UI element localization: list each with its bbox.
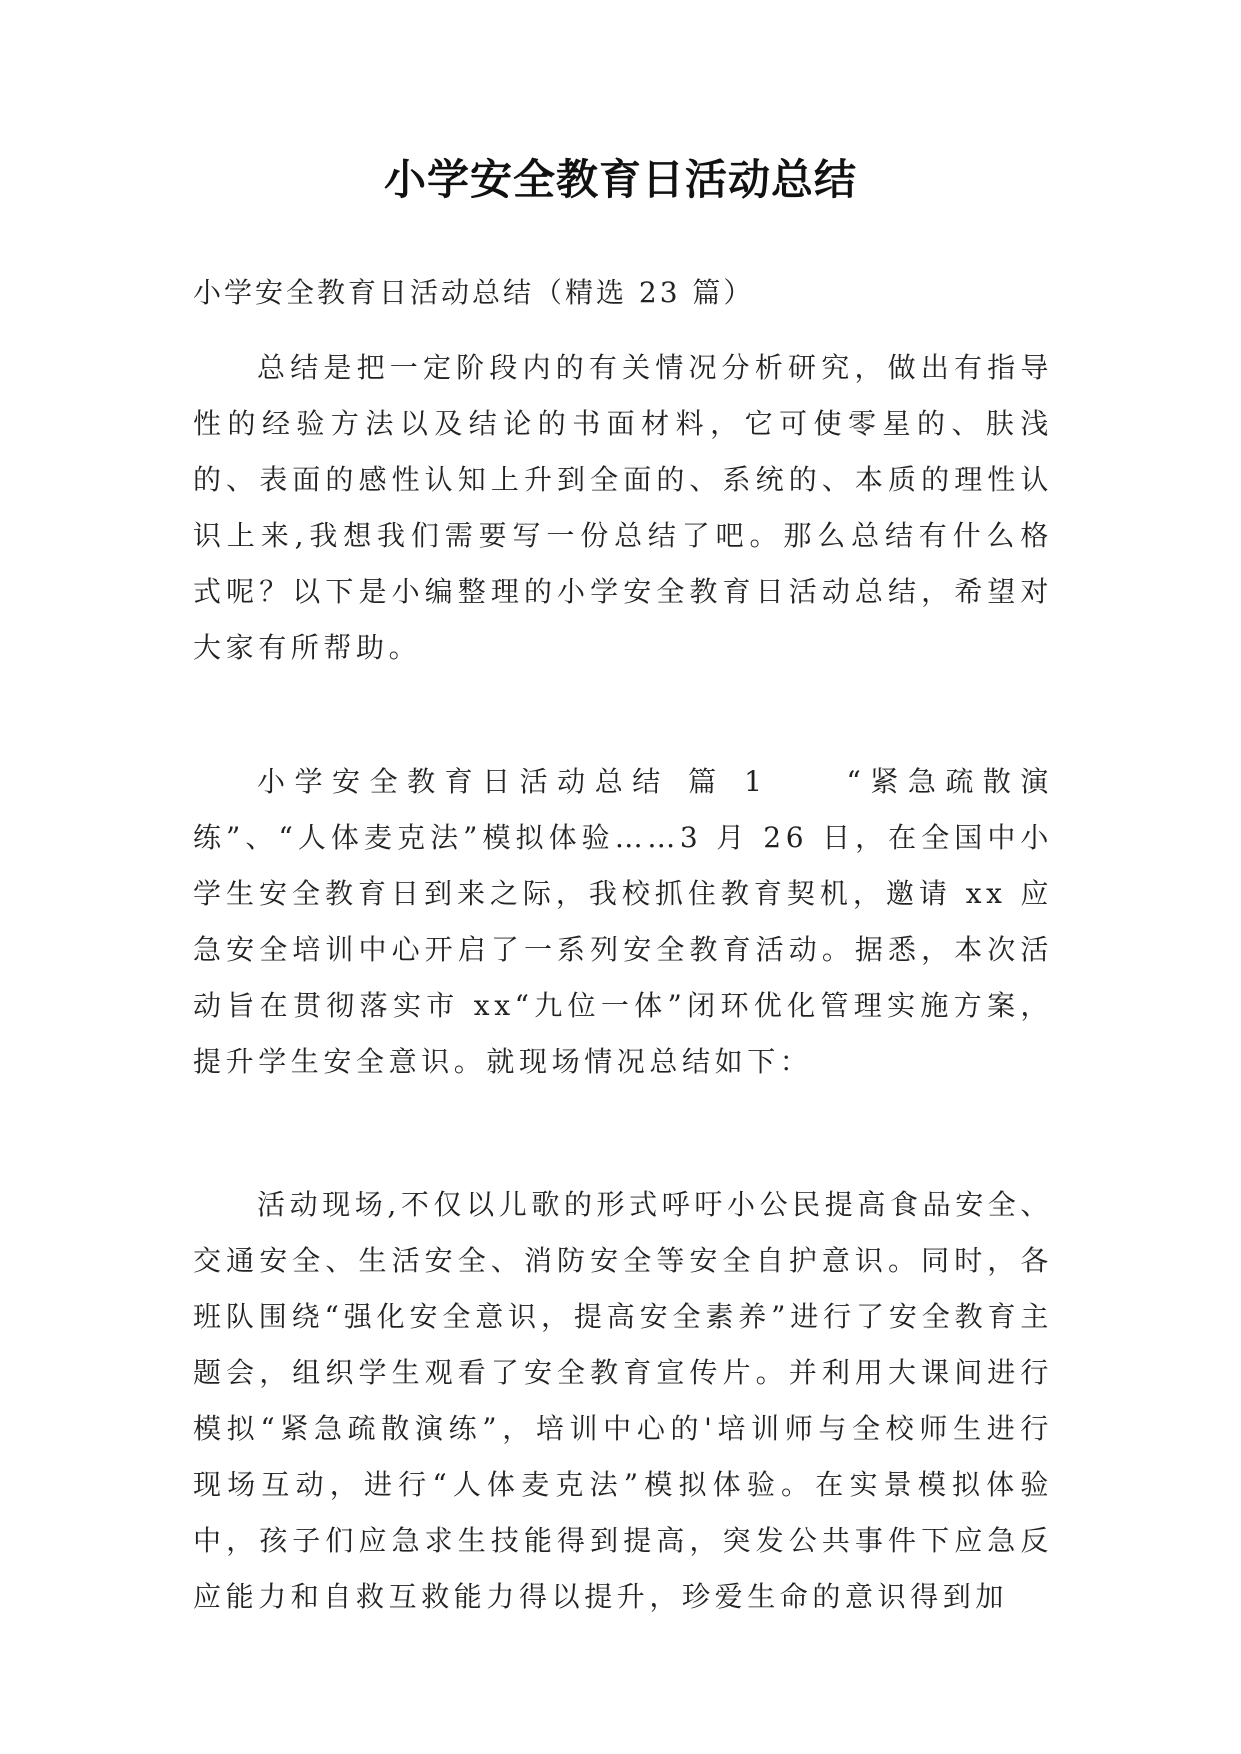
article-1-paragraph: 小学安全教育日活动总结 篇 1 “紧急疏散演练”、“人体麦克法”模拟体验……3 月 26 日，在全国中小学生安全教育日到来之际，我校抓住教育契机，邀请 xx 应急安全培训中心开启了一系列安全教育活动。据悉，本次活动旨在贯彻落实市 xx“九位一体”闭环优化管理实施方案，提升学生安全意识。就现场情况总结如下： xyxy=(193,765,1053,1078)
document-title: 小学安全教育日活动总结 xyxy=(383,155,857,204)
intro-paragraph: 总结是把一定阶段内的有关情况分析研究，做出有指导性的经验方法以及结论的书面材料，它可使零星的、肤浅的、表面的感性认知上升到全面的、系统的、本质的理性认识上来,我想我们需要写一份总结了吧。那么总结有什么格式呢？以下是小编整理的小学安全教育日活动总结，希望对大家有所帮助。 xyxy=(193,351,1053,664)
article-1-paragraph-2: 活动现场,不仅以儿歌的形式呼吁小公民提高食品安全、交通安全、生活安全、消防安全等安全自护意识。同时，各班队围绕“强化安全意识，提高安全素养”进行了安全教育主题会，组织学生观看了安全教育宣传片。并利用大课间进行模拟“紧急疏散演练”，培训中心的'培训师与全校师生进行现场互动，进行“人体麦克法”模拟体验。在实景模拟体验中，孩子们应急求生技能得到提高，突发公共事件下应急反应能力和自救互救能力得以提升，珍爱生命的意识得到加 xyxy=(193,1188,1053,1613)
document-subtitle: 小学安全教育日活动总结（精选 23 篇） xyxy=(193,276,755,309)
